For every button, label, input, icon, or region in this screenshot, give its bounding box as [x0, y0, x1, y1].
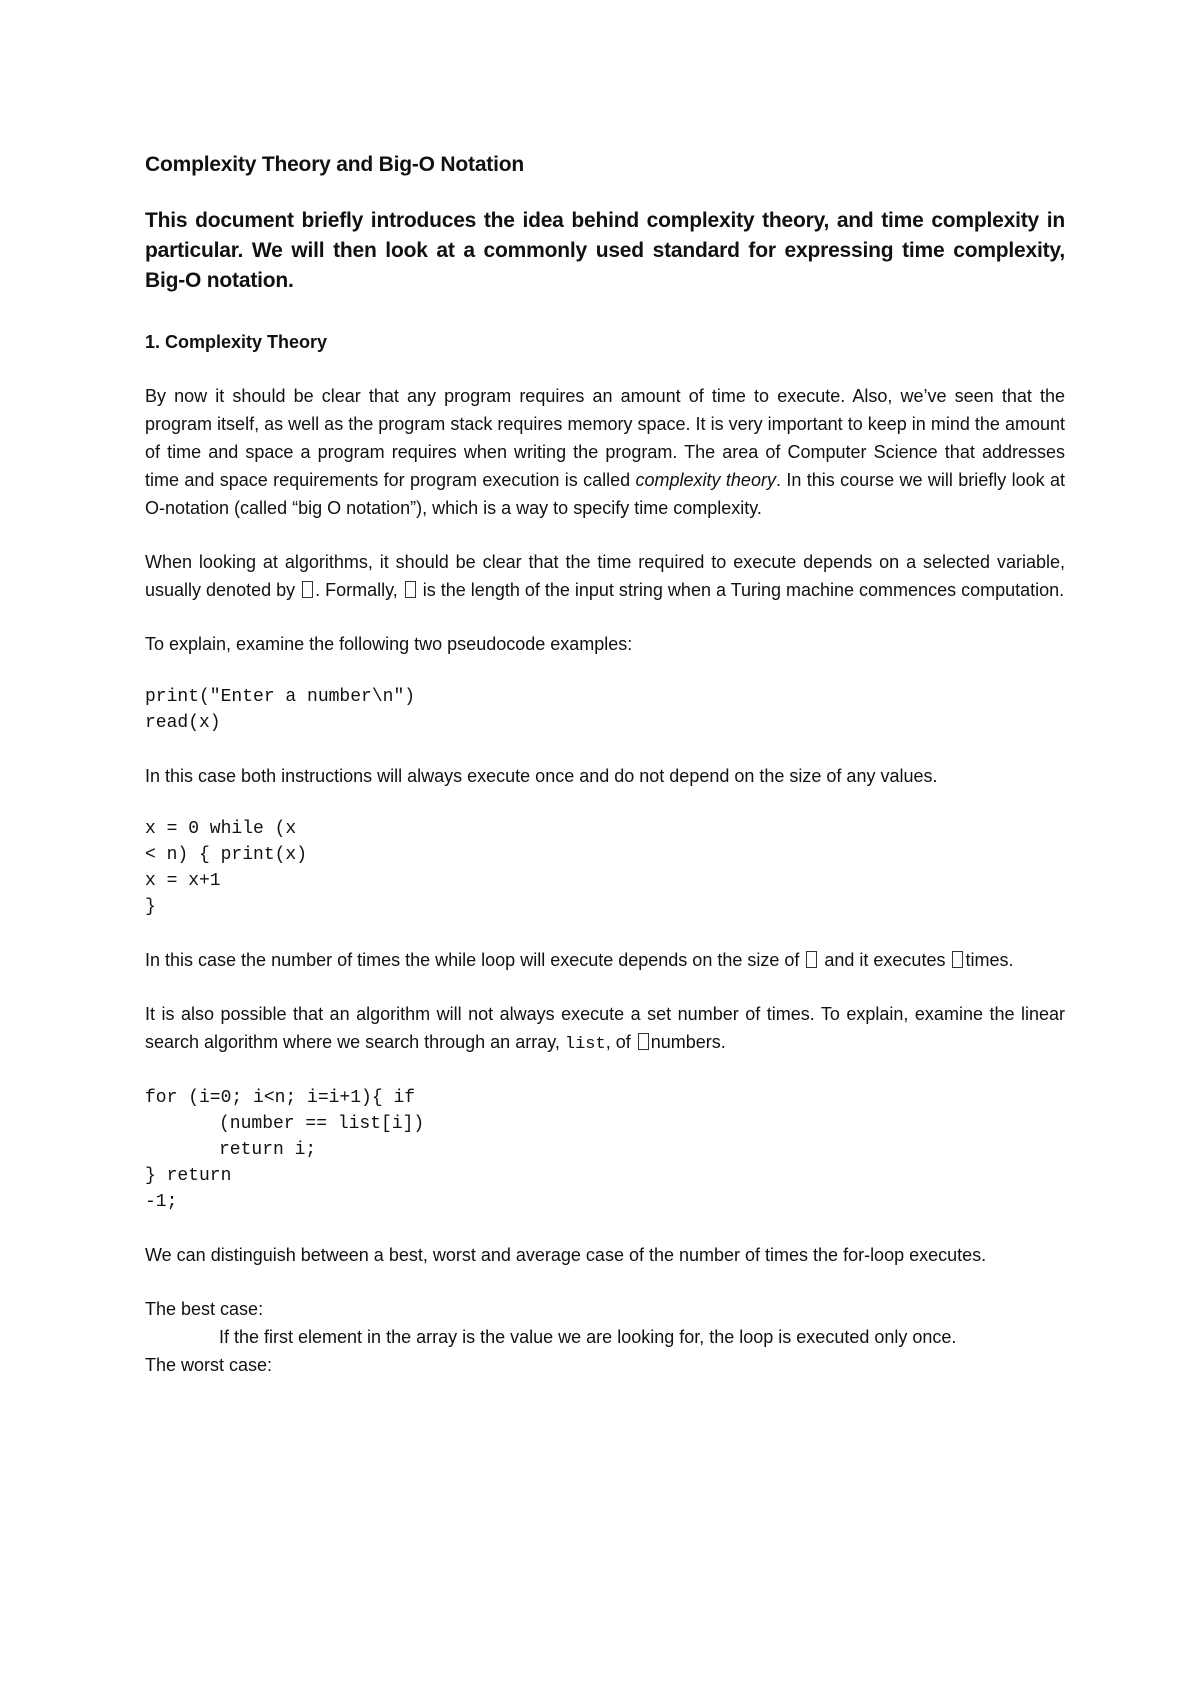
code-block-while-loop: [145, 816, 1065, 920]
paragraph-linear-case: [145, 946, 1065, 974]
paragraph-examples-intro: To explain, examine the following two pseudocode examples:: [145, 634, 633, 654]
para2-text-b: . Formally,: [315, 580, 403, 600]
code-line: (number == list[i]): [219, 1114, 425, 1134]
paragraph-complexity-definition: [145, 382, 1065, 522]
para5-text-b: and it executes: [819, 950, 951, 970]
code-block-linear-search: [145, 1085, 1065, 1215]
para6-text-a: It is also possible that an algorithm will not always execute a set number of times. To explain, examine the linear search algorithm where we search through an array,: [145, 1004, 1065, 1052]
document-body: [145, 150, 1065, 1379]
section-heading-complexity-theory: 1. Complexity Theory: [145, 332, 328, 352]
para5-text-c: times.: [965, 950, 1014, 970]
complexity-theory-term: complexity theory: [635, 470, 776, 490]
code-line: x = x+1: [145, 871, 221, 891]
missing-glyph-n-symbol: [638, 1033, 649, 1050]
paragraph-constant-case: In this case both instructions will always execute once and do not depend on the size of any values.: [145, 766, 938, 786]
para2-text-a: When looking at algorithms, it should be clear that the time required to execute depends on a selected variable, usually denoted by: [145, 552, 1065, 600]
para1-text-a: By now it should be clear that any program requires an amount of time to execute. Also, we’ve seen that the program itself, as well as the program stack requires memory space. It is very important to keep in mind the amount of time and space a program requires when writing the program. The area of Computer Science that addresses time and space requirements for program execution is called: [145, 386, 1065, 490]
paragraph-linear-search: [145, 1000, 1065, 1059]
para5-text-a: In this case the number of times the while loop will execute depends on the size of: [145, 950, 805, 970]
missing-glyph-n-symbol: [806, 951, 817, 968]
missing-glyph-n-symbol: [952, 951, 963, 968]
code-line: for (i=0; i<n; i=i+1){ if: [145, 1088, 416, 1108]
code-block-input-example: [145, 684, 1065, 736]
inline-code-list: list: [564, 1035, 606, 1054]
code-line: read(x): [145, 713, 221, 733]
best-case-label: The best case:: [145, 1299, 264, 1319]
code-line: } return: [145, 1166, 232, 1186]
para6-text-c: numbers.: [650, 1032, 726, 1052]
missing-glyph-n-symbol: [302, 581, 313, 598]
code-line: x = 0 while (x: [145, 819, 297, 839]
best-case-text: If the first element in the array is the value we are looking for, the loop is executed only once.: [219, 1327, 957, 1347]
code-line: print("Enter a number\n"): [145, 687, 416, 707]
para1-text-b: . In this course we will briefly look at O-notation (called “big O notation”), which is a way to specify time complexity.: [145, 470, 1065, 518]
paragraph-cases-intro: We can distinguish between a best, worst and average case of the number of times the for-loop executes.: [145, 1245, 987, 1265]
code-line: return i;: [219, 1140, 317, 1160]
code-line: -1;: [145, 1192, 178, 1212]
para6-text-b: , of: [605, 1032, 636, 1052]
worst-case-label: The worst case:: [145, 1355, 273, 1375]
para2-text-c: is the length of the input string when a Turing machine commences computation.: [417, 580, 1065, 600]
paragraph-input-variable: [145, 548, 1065, 604]
code-line: < n) { print(x): [145, 845, 308, 865]
document-title: Complexity Theory and Big-O Notation: [145, 153, 524, 176]
code-line: }: [145, 897, 156, 917]
intro-paragraph: This document briefly introduces the idea behind complexity theory, and time complexity in particular. We will then look at a commonly used standard for expressing time complexity, Big-O notation.: [145, 209, 1065, 292]
missing-glyph-n-symbol: [405, 581, 416, 598]
